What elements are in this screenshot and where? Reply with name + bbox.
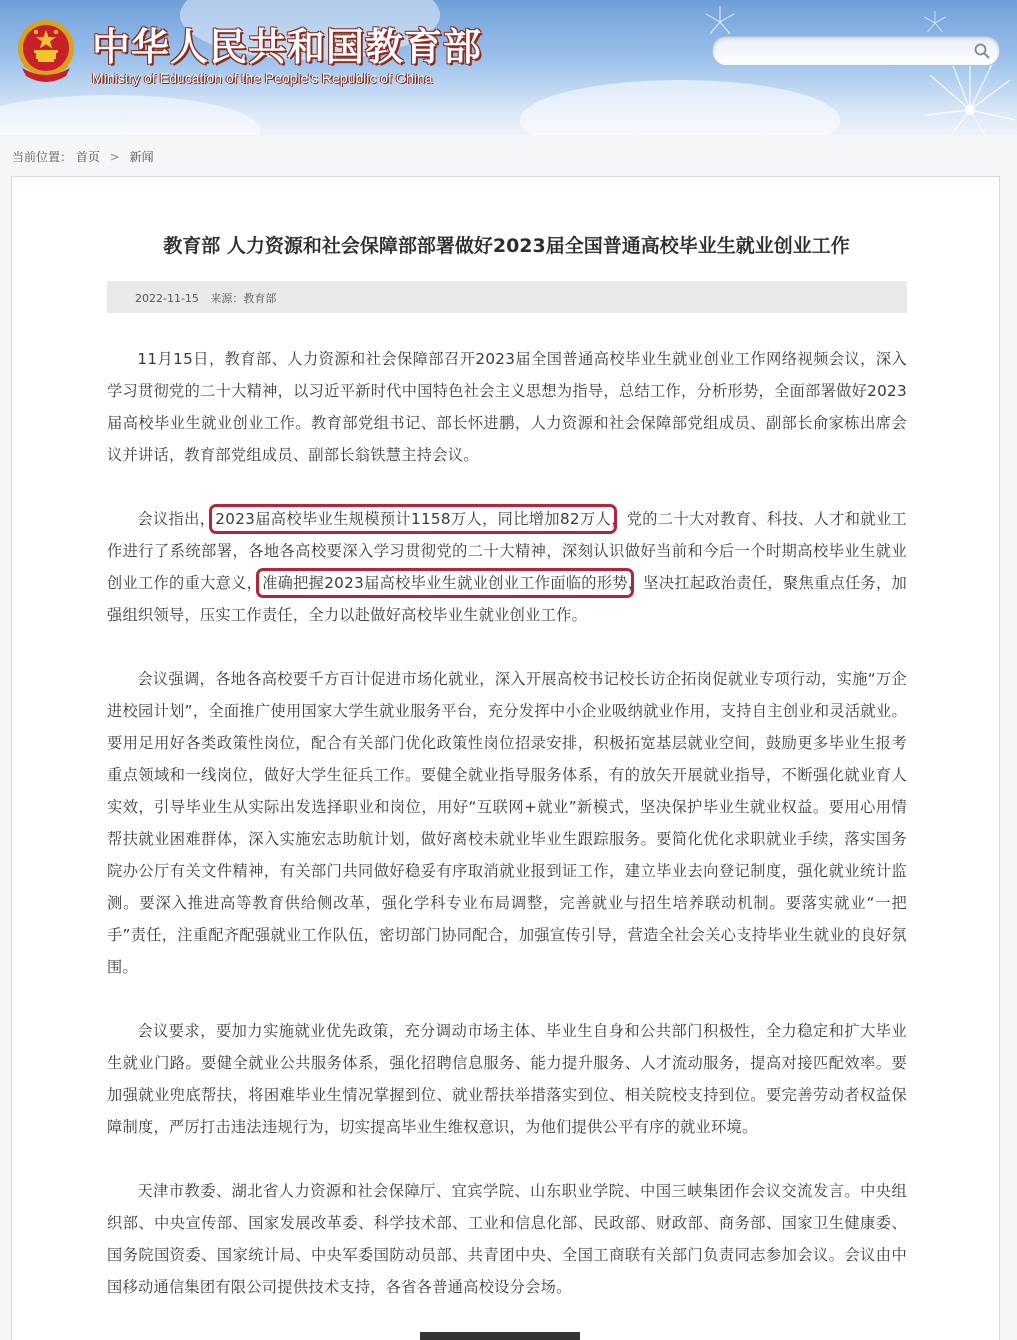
article-body xyxy=(107,343,907,1335)
paragraph-text: 会议指出， xyxy=(137,510,216,528)
paragraph-text: ，坚决扛起政治责任，聚焦重点任务，加强组织领导，压实工作责任，全力以赴做好高校毕业生就业创业工作。 xyxy=(107,574,908,624)
breadcrumb-home-link[interactable]: 首页 xyxy=(75,150,100,164)
article-source: 来源：教育部 xyxy=(210,292,277,305)
site-subtitle: Ministry of Education of the People's Republic of China xyxy=(92,70,433,86)
article-container xyxy=(11,176,1000,1340)
article-paragraph: 会议要求，要加力实施就业优先政策，充分调动市场主体、毕业生自身和公共部门积极性，全力稳定和扩大毕业生就业门路。要健全就业公共服务体系，强化招聘信息服务、能力提升服务、人才流动服务，提高对接匹配效率。要加强就业兜底帮扶，将困难毕业生情况掌握到位、就业帮扶举措落实到位、相关院校支持到位。要完善劳动者权益保障制度，严厉打击违法违规行为，切实提高毕业生维权意识，为他们提供公平有序的就业环境。 xyxy=(107,1022,907,1136)
cutoff-heading-glyphs xyxy=(420,1332,580,1340)
site-title: 中华人民共和国教育部 xyxy=(92,24,483,69)
chevron-right-icon: > xyxy=(109,149,120,164)
article-title: 教育部 人力资源和社会保障部部署做好2023届全国普通高校毕业生就业创业工作 xyxy=(163,235,850,257)
article-meta-bar xyxy=(107,281,907,313)
search-box[interactable] xyxy=(712,36,1000,66)
article-paragraph: 11月15日，教育部、人力资源和社会保障部召开2023届全国普通高校毕业生就业创业工作网络视频会议，深入学习贯彻党的二十大精神，以习近平新时代中国特色社会主义思想为指导，总结工作，分析形势，全面部署做好2023届高校毕业生就业创业工作。教育部党组书记、部长怀进鹏，人力资源和社会保障部党组成员、副部长俞家栋出席会议并讲话，教育部党组成员、副部长翁铁慧主持会议。 xyxy=(107,350,907,464)
highlight-box-situation: 准确把握2023届高校毕业生就业创业工作面临的形势 xyxy=(262,574,628,592)
publish-date: 2022-11-15 xyxy=(135,292,199,305)
search-input[interactable] xyxy=(723,41,967,63)
breadcrumb-label: 当前位置： xyxy=(12,150,73,164)
next-section-heading-cutoff xyxy=(420,1330,580,1340)
article-paragraph-highlighted xyxy=(107,503,907,631)
site-header xyxy=(0,0,1017,135)
dandelion-seed-icon xyxy=(920,8,950,38)
header-cloud xyxy=(520,80,840,135)
paragraph-text: ，党的二十大对教育、科技、人才和就业工作进行了系统部署，各地各高校要深入学习贯彻党的二十大精神，深刻认识做好当前和今后一个时期高校毕业生就业创业工作的重大意义， xyxy=(107,510,908,592)
article-paragraph: 天津市教委、湖北省人力资源和社会保障厅、宜宾学院、山东职业学院、中国三峡集团作会议交流发言。中央组织部、中央宣传部、国家发展改革委、科学技术部、工业和信息化部、民政部、财政部、商务部、国家卫生健康委、国务院国资委、国家统计局、中央军委国防动员部、共青团中央、全国工商联有关部门负责同志参加会议。会议由中国移动通信集团有限公司提供技术支持，各省各普通高校设分会场。 xyxy=(107,1182,907,1296)
national-emblem-icon xyxy=(14,18,78,88)
article-paragraph: 会议强调，各地各高校要千方百计促进市场化就业，深入开展高校书记校长访企拓岗促就业专项行动，实施“万企进校园计划”，全面推广使用国家大学生就业服务平台，充分发挥中小企业吸纳就业作用，支持自主创业和灵活就业。要用足用好各类政策性岗位，配合有关部门优化政策性岗位招录安排，积极拓宽基层就业空间，鼓励更多毕业生报考重点领域和一线岗位，做好大学生征兵工作。要健全就业指导服务体系，有的放矢开展就业指导，不断强化就业育人实效，引导毕业生从实际出发选择职业和岗位，用好“互联网+就业”新模式，坚决保护毕业生就业权益。要用心用情帮扶就业困难群体，深入实施宏志助航计划，做好离校未就业毕业生跟踪服务。要简化优化求职就业手续，落实国务院办公厅有关文件精神，有关部门共同做好稳妥有序取消就业报到证工作，建立毕业去向登记制度，强化就业统计监测。要深入推进高等教育供给侧改革，强化学科专业布局调整，完善就业与招生培养联动机制。要落实就业“一把手”责任，注重配齐配强就业工作队伍，密切部门协同配合，加强宣传引导，营造全社会关心支持毕业生就业的良好氛围。 xyxy=(107,670,907,976)
breadcrumb xyxy=(12,148,154,165)
search-icon[interactable] xyxy=(973,42,991,60)
header-cloud xyxy=(0,95,260,135)
breadcrumb-news-link[interactable]: 新闻 xyxy=(129,150,154,164)
highlight-box-graduate-scale: 2023届高校毕业生规模预计1158万人，同比增加82万人 xyxy=(215,510,612,528)
article-meta xyxy=(135,290,284,306)
